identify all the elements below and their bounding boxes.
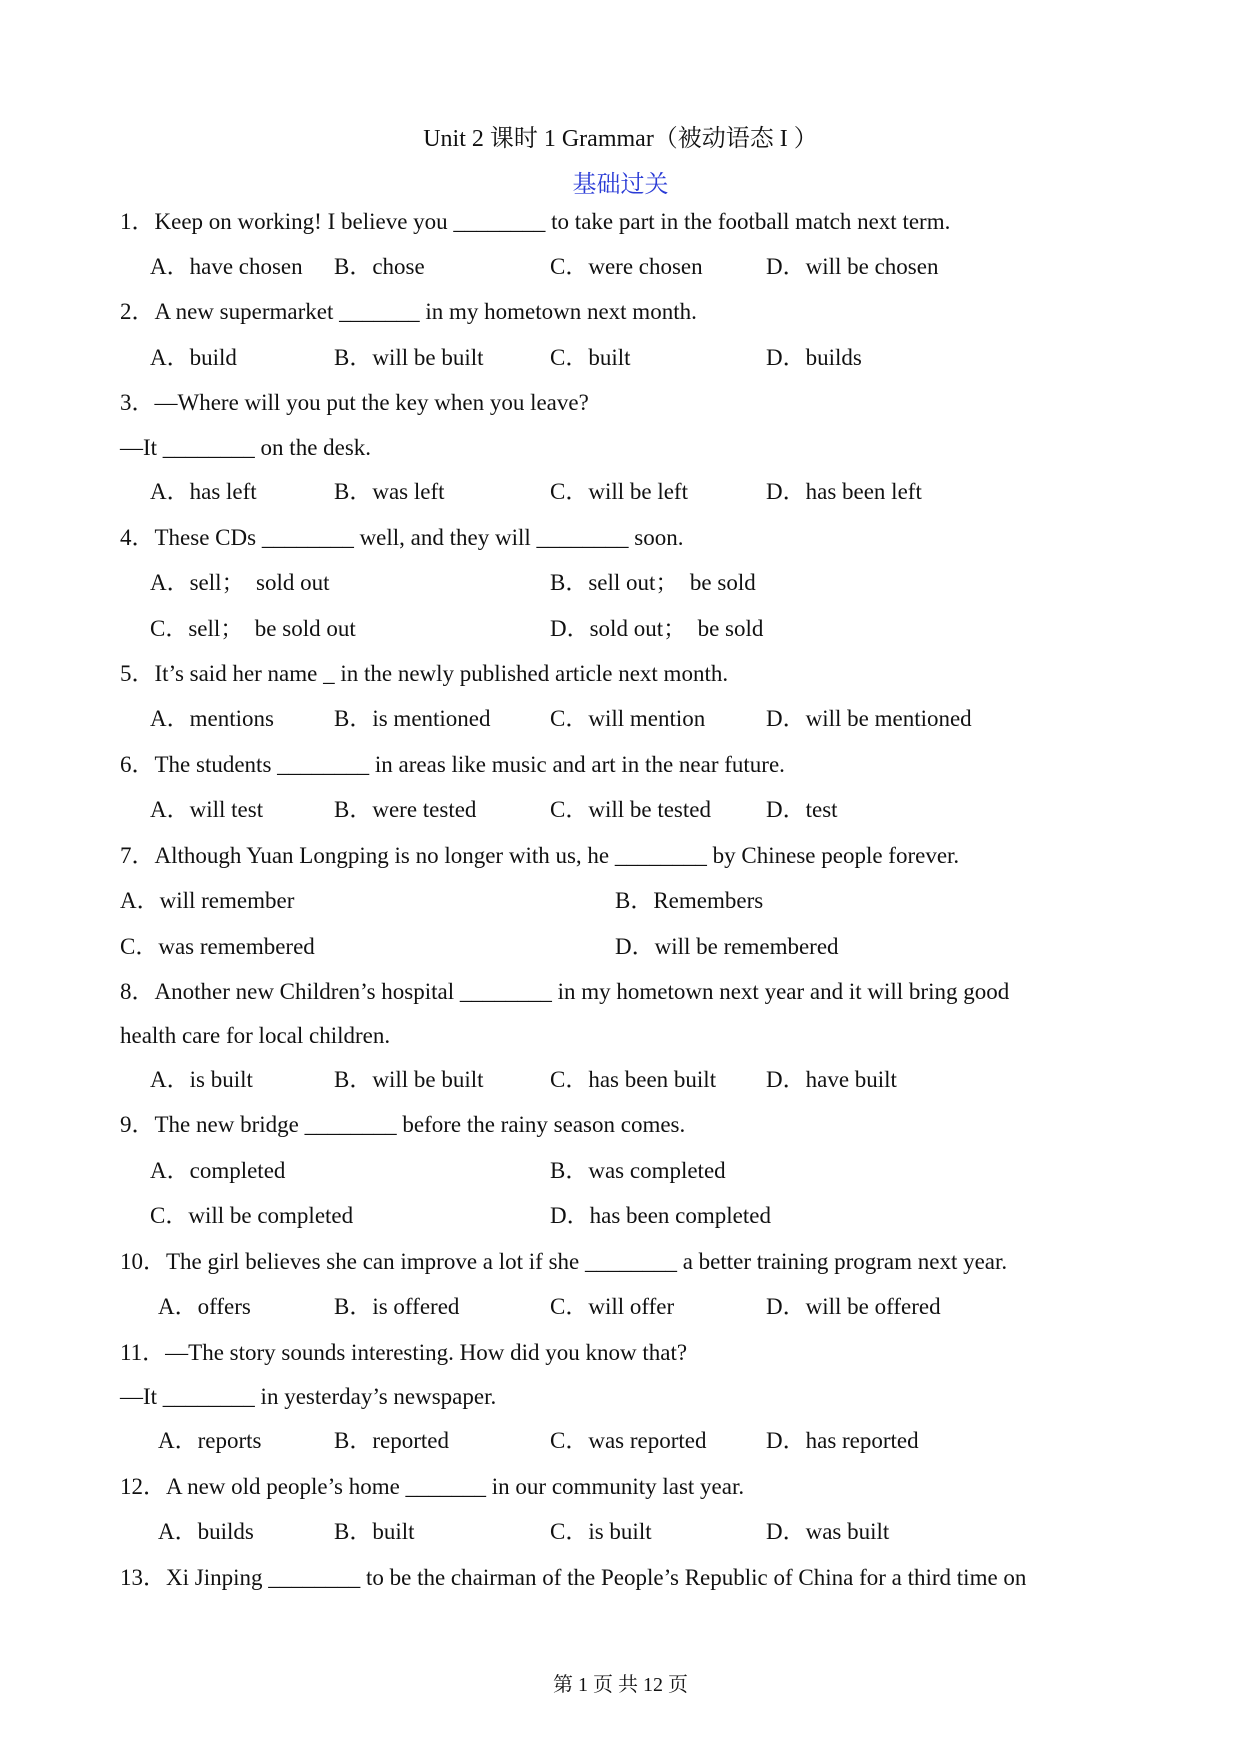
- question-5-option-b: B．is mentioned: [334, 706, 491, 731]
- question-3-stem: 3．—Where will you put the key when you leave?: [120, 390, 589, 415]
- question-8-stem: 8．Another new Children’s hospital ________ in my hometown next year and it will bring good: [120, 979, 1010, 1004]
- question-12-option-c: C．is built: [550, 1519, 652, 1544]
- question-3-answer-line: —It ________ on the desk.: [120, 435, 372, 460]
- question-7-option-d: D．will be remembered: [615, 934, 839, 959]
- question-12-option-d: D．was built: [766, 1519, 890, 1544]
- question-10-option-d: D．will be offered: [766, 1294, 941, 1319]
- question-10-stem: 10．The girl believes she can improve a lot if she ________ a better training program next year.: [120, 1249, 1008, 1274]
- question-2-stem: 2．A new supermarket _______ in my hometown next month.: [120, 299, 697, 324]
- question-8-option-c: C．has been built: [550, 1067, 717, 1092]
- question-8-option-b: B．will be built: [334, 1067, 484, 1092]
- page-footer: 第 1 页 共 12 页: [553, 1674, 688, 1696]
- question-7-option-b: B．Remembers: [615, 888, 764, 913]
- question-4-stem: 4．These CDs ________ well, and they will ________ soon.: [120, 525, 684, 550]
- question-3-option-a: A．has left: [150, 479, 257, 504]
- question-5-option-d: D．will be mentioned: [766, 706, 972, 731]
- question-7-option-a: A．will remember: [120, 888, 295, 913]
- question-3-option-c: C．will be left: [550, 479, 688, 504]
- question-11-option-d: D．has reported: [766, 1428, 919, 1453]
- question-9-option-d: D．has been completed: [550, 1203, 771, 1228]
- question-8-option-a: A．is built: [150, 1067, 253, 1092]
- question-6-option-d: D．test: [766, 797, 838, 822]
- question-2-option-b: B．will be built: [334, 345, 484, 370]
- question-11-option-a: A．reports: [158, 1428, 262, 1453]
- question-6-option-a: A．will test: [150, 797, 264, 822]
- question-6-stem: 6．The students ________ in areas like music and art in the near future.: [120, 752, 785, 777]
- question-9-stem: 9．The new bridge ________ before the rainy season comes.: [120, 1112, 686, 1137]
- question-12-stem: 12．A new old people’s home _______ in our community last year.: [120, 1474, 745, 1499]
- question-8-option-d: D．have built: [766, 1067, 897, 1092]
- question-10-option-c: C．will offer: [550, 1294, 675, 1319]
- page-title: Unit 2 课时 1 Grammar（被动语态 I ）: [423, 126, 818, 152]
- question-10-option-a: A．offers: [158, 1294, 251, 1319]
- question-12-option-a: A．builds: [158, 1519, 254, 1544]
- question-5-option-a: A．mentions: [150, 706, 274, 731]
- question-5-stem: 5．It’s said her name _ in the newly published article next month.: [120, 661, 729, 686]
- question-6-option-c: C．will be tested: [550, 797, 711, 822]
- question-3-option-d: D．has been left: [766, 479, 922, 504]
- question-6-option-b: B．were tested: [334, 797, 477, 822]
- question-2-option-c: C．built: [550, 345, 631, 370]
- question-10-option-b: B．is offered: [334, 1294, 460, 1319]
- question-4-option-c: C．sell； be sold out: [150, 616, 356, 641]
- question-11-stem: 11．—The story sounds interesting. How did you know that?: [120, 1340, 688, 1365]
- question-4-option-a: A．sell； sold out: [150, 570, 330, 595]
- question-2-option-d: D．builds: [766, 345, 862, 370]
- question-4-option-d: D．sold out； be sold: [550, 616, 764, 641]
- question-1-stem: 1．Keep on working! I believe you ________ to take part in the football match next term.: [120, 209, 951, 234]
- question-13-stem: 13．Xi Jinping ________ to be the chairman of the People’s Republic of China for a third time on: [120, 1565, 1027, 1590]
- question-3-option-b: B．was left: [334, 479, 445, 504]
- question-1-option-a: A．have chosen: [150, 254, 303, 279]
- question-12-option-b: B．built: [334, 1519, 415, 1544]
- question-11-option-c: C．was reported: [550, 1428, 707, 1453]
- question-7-option-c: C．was remembered: [120, 934, 315, 959]
- question-1-option-c: C．were chosen: [550, 254, 703, 279]
- question-7-stem: 7．Although Yuan Longping is no longer with us, he ________ by Chinese people forever.: [120, 843, 960, 868]
- question-2-option-a: A．build: [150, 345, 237, 370]
- section-heading: 基础过关: [572, 172, 669, 198]
- question-5-option-c: C．will mention: [550, 706, 706, 731]
- question-8-stem-continued: health care for local children.: [120, 1023, 391, 1048]
- question-11-answer-line: —It ________ in yesterday’s newspaper.: [120, 1384, 497, 1409]
- question-9-option-b: B．was completed: [550, 1158, 726, 1183]
- question-9-option-a: A．completed: [150, 1158, 286, 1183]
- question-1-option-d: D．will be chosen: [766, 254, 939, 279]
- question-1-option-b: B．chose: [334, 254, 425, 279]
- question-4-option-b: B．sell out； be sold: [550, 570, 756, 595]
- question-9-option-c: C．will be completed: [150, 1203, 354, 1228]
- question-11-option-b: B．reported: [334, 1428, 449, 1453]
